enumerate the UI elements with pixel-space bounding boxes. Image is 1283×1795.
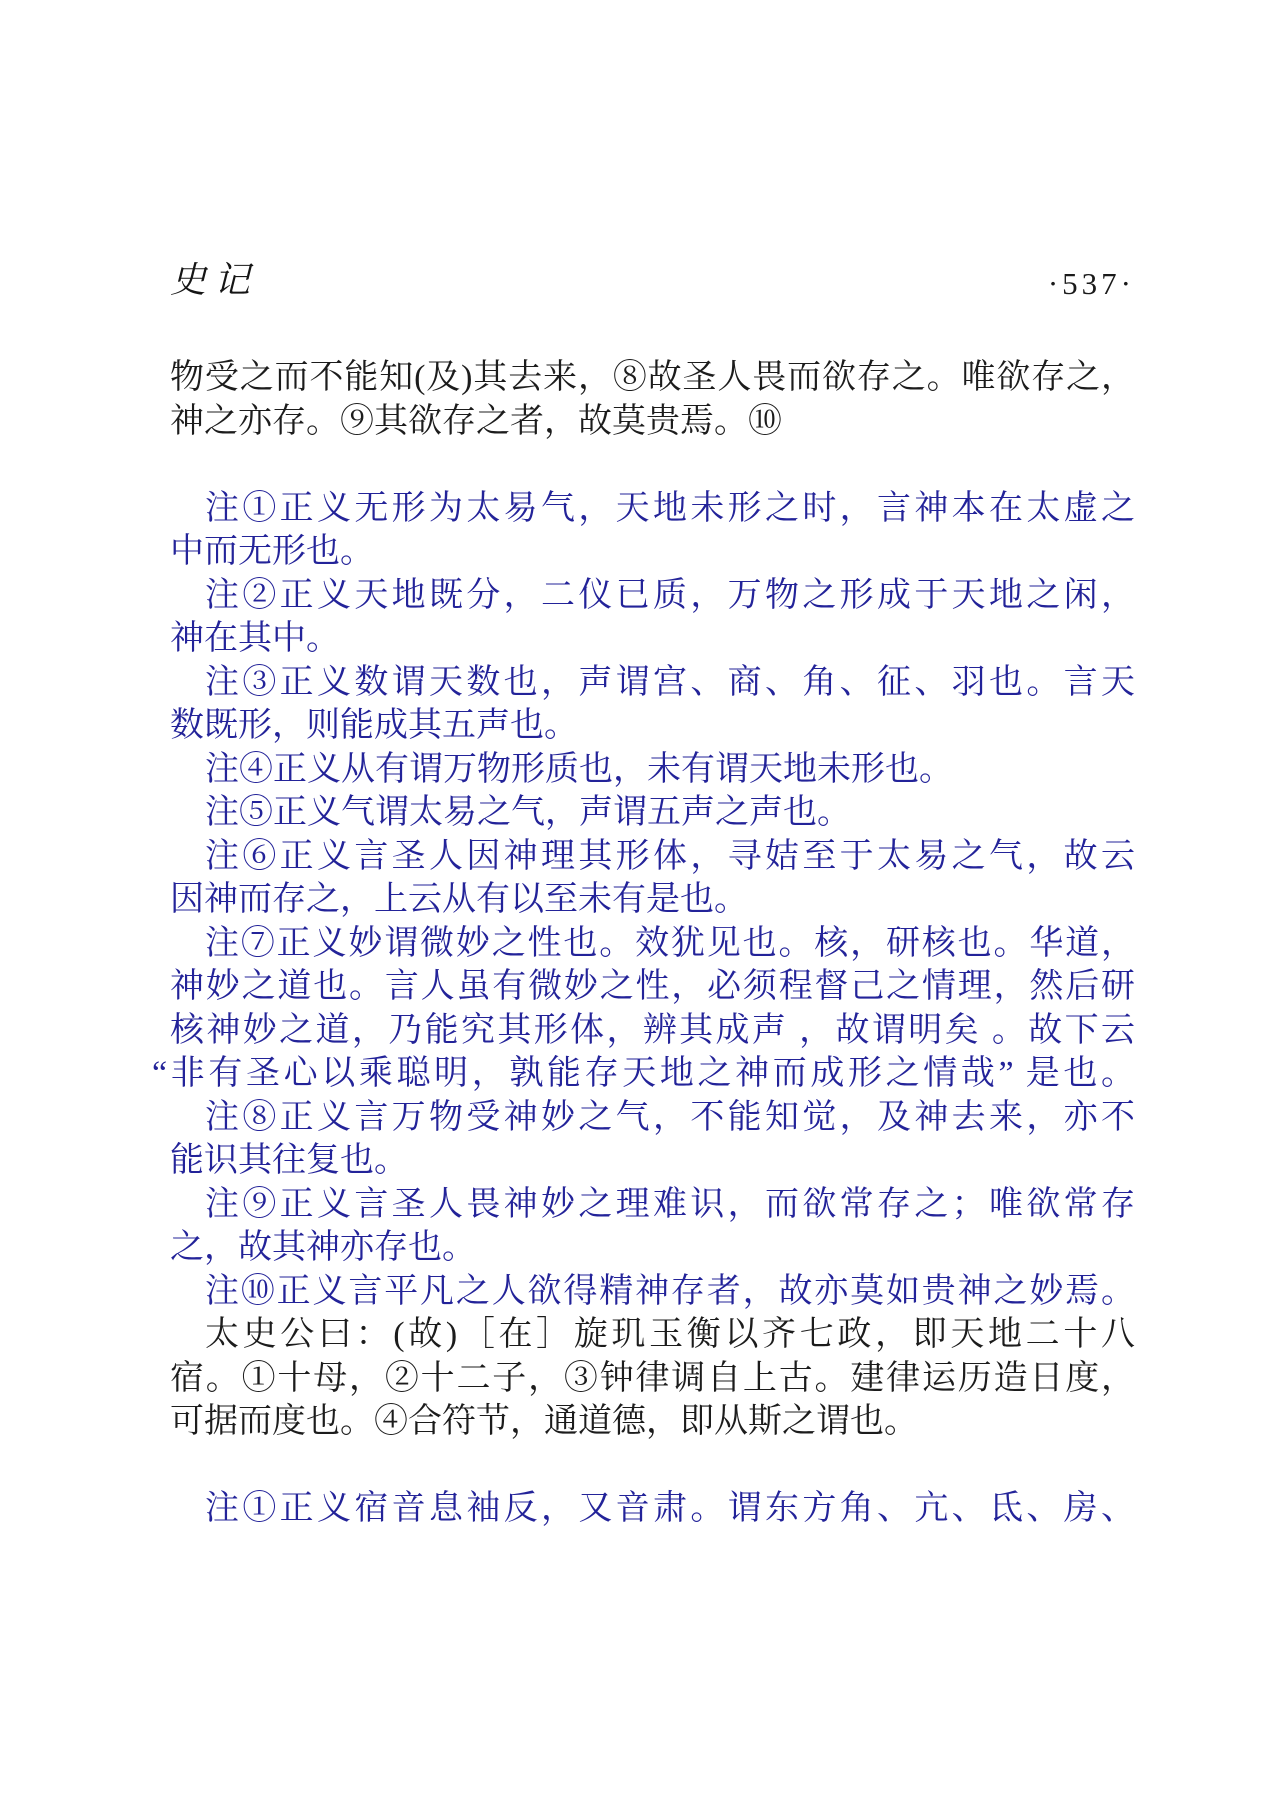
text-line: 注⑦正义妙谓微妙之性也。效犹见也。核，研核也。华道， (205, 924, 1135, 962)
page-body (152, 356, 1135, 1531)
text-line: 注④正义从有谓万物形质也，未有谓天地未形也。 (205, 750, 953, 788)
page-number: ·537· (1047, 266, 1135, 301)
text-line: 之，故其神亦存也。 (170, 1229, 476, 1266)
blank-line (170, 443, 1135, 487)
text-line: 太史公曰：(故)［在］旋玑玉衡以齐七政，即天地二十八 (205, 1316, 1135, 1353)
text-line: 神在其中。 (170, 620, 340, 657)
text-line: 注①正义无形为太易气，天地未形之时，言神本在太虚之 (205, 489, 1135, 527)
text-line: 核神妙之道，乃能究其形体，辨其成声 ，故谓明矣 。故下云 (170, 1011, 1135, 1049)
text-line: 注③正义数谓天数也，声谓宫、商、角、征、羽也。言天 (205, 663, 1135, 701)
text-line: 可据而度也。④合符节，通道德，即从斯之谓也。 (170, 1403, 918, 1440)
text-line: 宿。①十母，②十二子，③钟律调自上古。建律运历造日度， (170, 1359, 1135, 1397)
text-line: 中而无形也。 (170, 533, 374, 570)
text-line: 注⑧正义言万物受神妙之气，不能知觉，及神去来，亦不 (205, 1098, 1135, 1136)
text-line: 注⑩正义言平凡之人欲得精神存者，故亦莫如贵神之妙焉。 (205, 1272, 1135, 1310)
text-line: 物受之而不能知(及)其去来，⑧故圣人畏而欲存之。唯欲存之， (170, 359, 1135, 396)
text-line: 数既形，则能成其五声也。 (170, 707, 578, 744)
text-line: 注⑤正义气谓太易之气，声谓五声之声也。 (205, 794, 851, 831)
text-line: 能识其往复也。 (170, 1142, 408, 1179)
text-line: 注①正义宿音息袖反，又音肃。谓东方角、亢、氐、房、 (205, 1490, 1135, 1527)
text-line: “非有圣心以乘聪明，孰能存天地之神而成形之情哉” 是也。 (152, 1055, 1135, 1092)
page-header (170, 260, 1135, 304)
text-line: 注⑨正义言圣人畏神妙之理难识，而欲常存之；唯欲常存 (205, 1185, 1135, 1223)
text-line: 因神而存之，上云从有以至未有是也。 (170, 881, 748, 918)
blank-line (170, 1444, 1135, 1488)
text-line: 注②正义天地既分，二仪已质，万物之形成于天地之闲， (205, 576, 1135, 614)
text-line: 神之亦存。⑨其欲存之者，故莫贵焉。⑩ (170, 402, 782, 440)
text-line: 神妙之道也。言人虽有微妙之性，必须程督己之情理，然后研 (170, 968, 1135, 1005)
text-line: 注⑥正义言圣人因神理其形体，寻姞至于太易之气，故云 (205, 837, 1135, 875)
page-title: 史记 (170, 260, 259, 300)
